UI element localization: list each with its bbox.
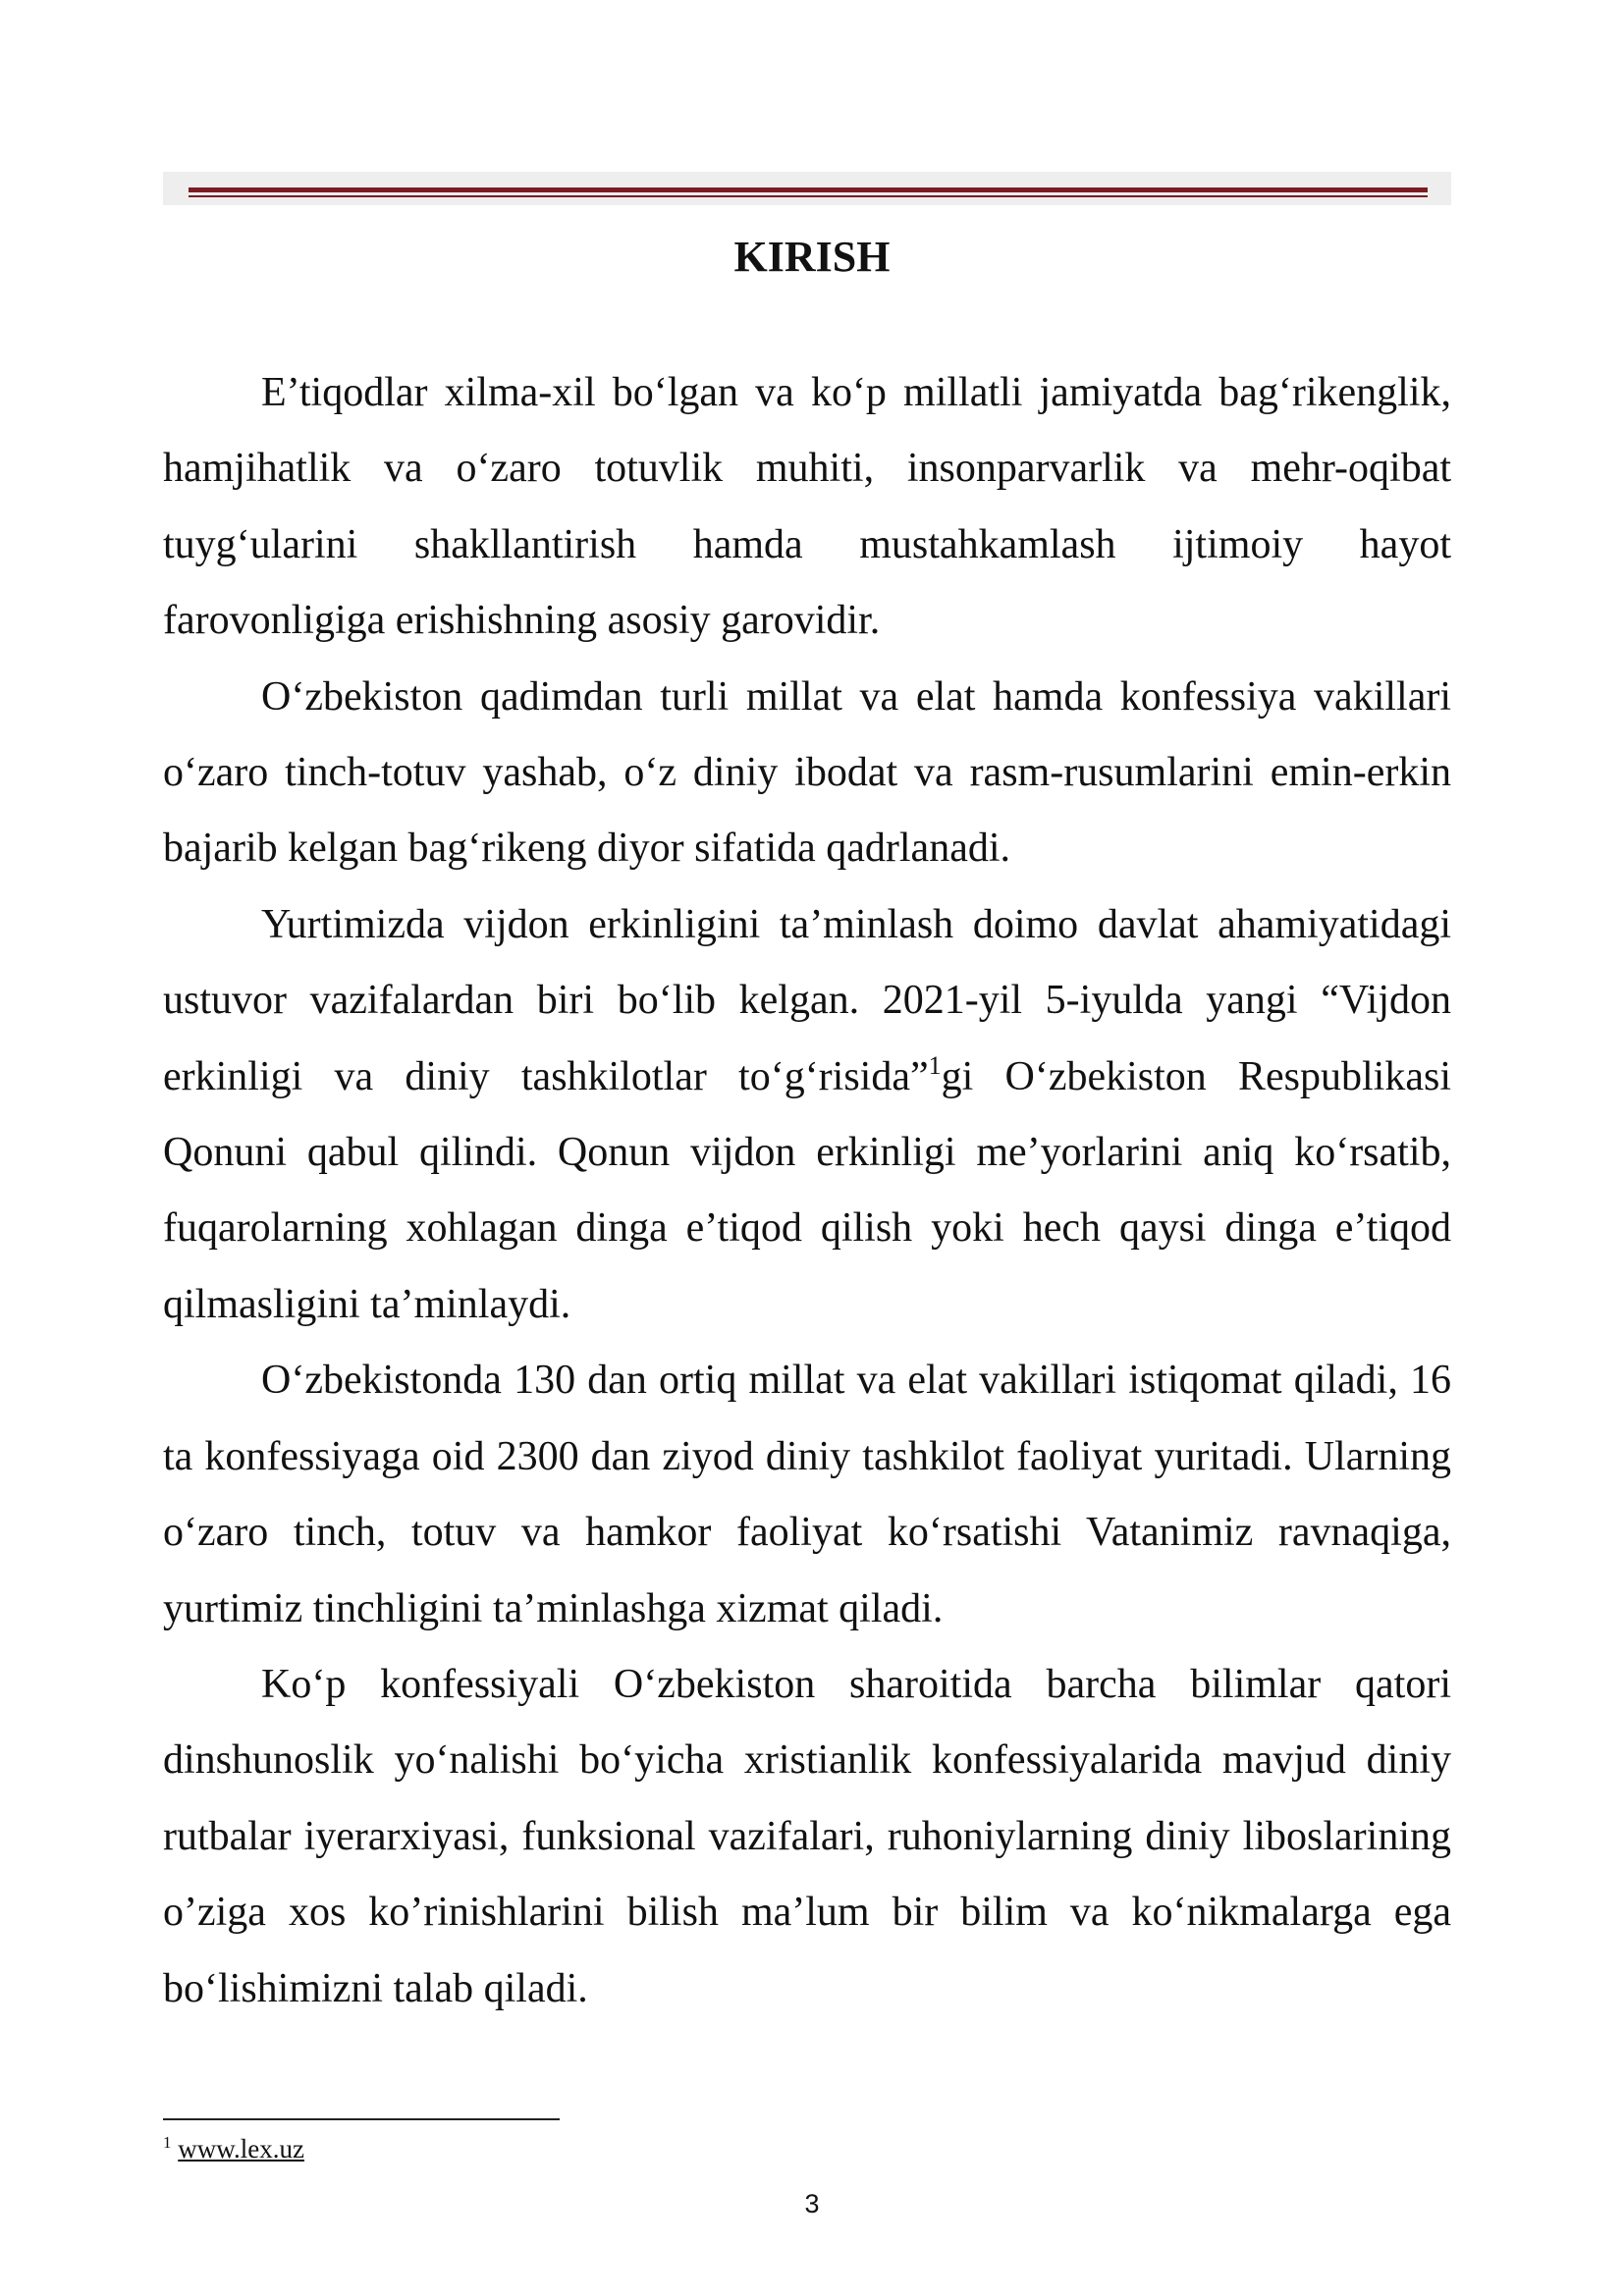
paragraph-2: O‘zbekiston qadimdan turli millat va elat hamda konfessiya vakillari o‘zaro tinch-totuv yashab, o‘z diniy ibodat va rasm-rusumlarini emin-erkin bajarib kelgan bag‘rikeng diyor sifatida qadrlanadi. xyxy=(163,673,1451,872)
footnote xyxy=(163,2132,304,2165)
paragraph-4: O‘zbekistonda 130 dan ortiq millat va elat vakillari istiqomat qiladi, 16 ta konfessiyaga oid 2300 dan ziyod diniy tashkilot faoliyat yuritadi. Ularning o‘zaro tinch, totuv va hamkor faoliyat ko‘rsatishi Vatanimiz ravnaqiga, yurtimiz tinchligini ta’minlashga xizmat qiladi. xyxy=(163,1358,1451,1631)
footnote-marker: 1 xyxy=(163,2133,172,2152)
body-text xyxy=(163,355,1451,2027)
paragraph-3-before: Yurtimizda vijdon erkinligini ta’minlash doimo davlat ahamiyatidagi ustuvor vazifalardan biri bo‘lib kelgan. 2021-yil 5-iyulda yangi “Vijdon erkinligi va diniy tashkilotlar to‘g‘risida” xyxy=(163,901,1451,1099)
page-title: KIRISH xyxy=(733,233,891,281)
header-rule-thin xyxy=(189,195,1428,197)
footnote-separator xyxy=(163,2118,560,2120)
paragraph-3-after: gi O‘zbekiston Respublikasi Qonuni qabul qilindi. Qonun vijdon erkinligi me’yorlarini aniq ko‘rsatib, fuqarolarning xohlagan dinga e’tiqod qilish yoki hech qaysi dinga e’tiqod qilmasligini ta’minlaydi. xyxy=(163,1053,1451,1327)
paragraph-3 xyxy=(163,887,1451,1343)
paragraph-1: E’tiqodlar xilma-xil bo‘lgan va ko‘p millatli jamiyatda bag‘rikenglik, hamjihatlik va o‘zaro totuvlik muhiti, insonparvarlik va mehr-oqibat tuyg‘ularini shakllantirish hamda mustahkamlash ijtimoiy hayot farovonligiga erishishning asosiy garovidir. xyxy=(163,370,1451,644)
page-number: 3 xyxy=(804,2189,820,2218)
footnote-reference[interactable]: 1 xyxy=(928,1050,942,1080)
paragraph-5: Ko‘p konfessiyali O‘zbekiston sharoitida barcha bilimlar qatori dinshunoslik yo‘nalishi bo‘yicha xristianlik konfessiyalarida mavjud diniy rutbalar iyerarxiyasi, funksional vazifalari, ruhoniylarning diniy liboslarining o’ziga xos ko’rinishlarini bilish ma’lum bir bilim va ko‘nikmalarga ega bo‘lishimizni talab qiladi. xyxy=(163,1661,1451,2011)
header-rule-thick xyxy=(189,187,1428,192)
footnote-link[interactable]: www.lex.uz xyxy=(178,2134,304,2163)
